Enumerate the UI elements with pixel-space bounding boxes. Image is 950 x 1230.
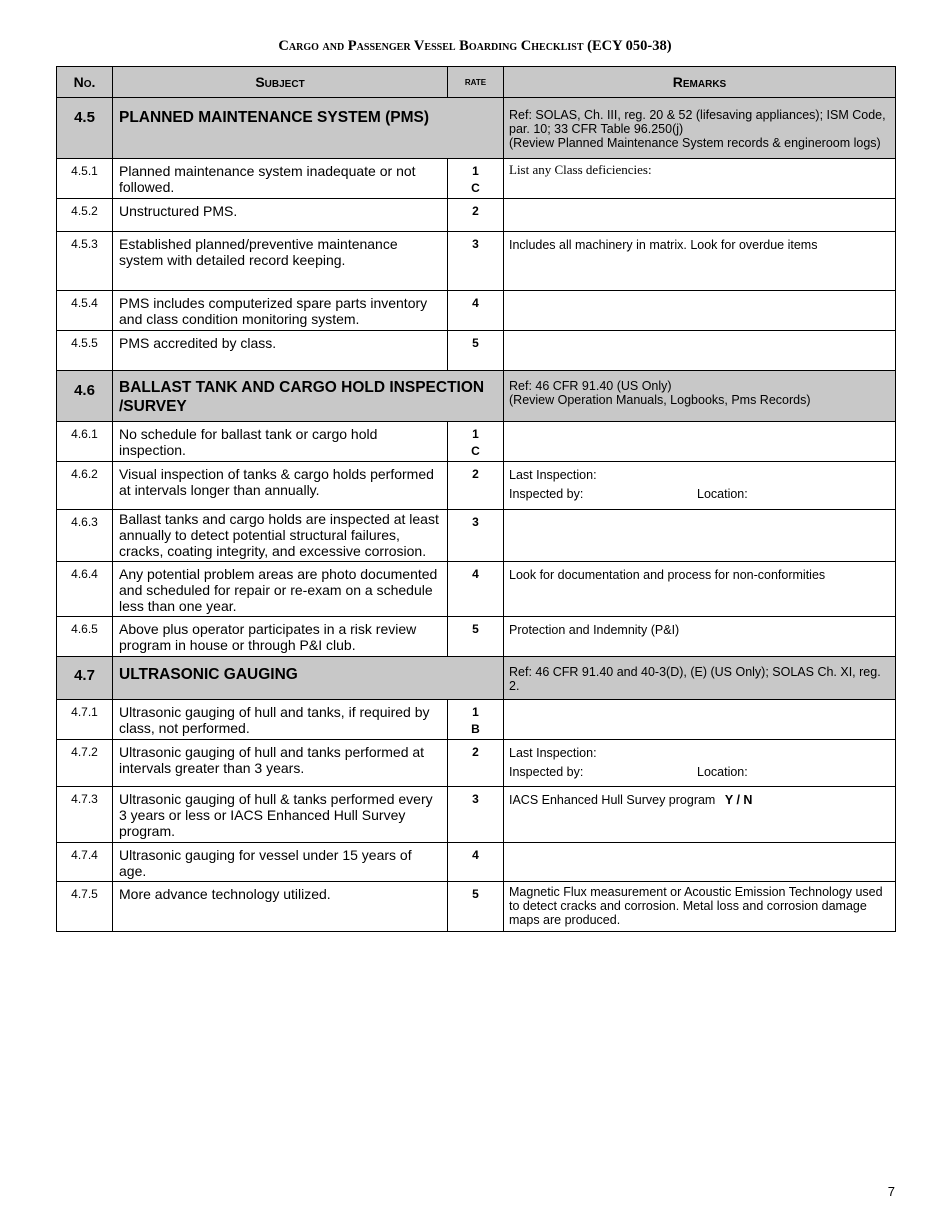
item-rate: 5 <box>448 617 504 657</box>
location-label: Location: <box>697 765 748 779</box>
item-subject: Ultrasonic gauging of hull and tanks, if required by class, not performed. <box>113 700 448 740</box>
item-remark <box>504 740 896 787</box>
item-rate <box>448 159 504 199</box>
item-number: 4.6.5 <box>57 617 113 657</box>
section-number: 4.7 <box>57 657 113 700</box>
page-number: 7 <box>887 1184 895 1199</box>
item-rate: 2 <box>448 462 504 510</box>
table-row <box>57 510 896 562</box>
item-rate: 5 <box>448 882 504 932</box>
item-subject: Planned maintenance system inadequate or not followed. <box>113 159 448 199</box>
item-subject: Ultrasonic gauging for vessel under 15 years of age. <box>113 843 448 882</box>
inspected-by-label: Inspected by: <box>509 765 584 779</box>
item-remark: Look for documentation and process for non-conformities <box>504 562 896 617</box>
yes-no-separator: / <box>732 793 744 807</box>
item-remark: Protection and Indemnity (P&I) <box>504 617 896 657</box>
header-rate: rate <box>448 67 504 98</box>
item-subject: Established planned/preventive maintenance system with detailed record keeping. <box>113 232 448 291</box>
header-remarks: Remarks <box>504 67 896 98</box>
section-reference <box>504 98 896 159</box>
rate-class: C <box>471 181 480 195</box>
no-option[interactable]: N <box>743 793 753 807</box>
item-number: 4.6.3 <box>57 510 113 562</box>
table-header-row <box>57 67 896 98</box>
item-rate: 2 <box>448 199 504 232</box>
item-remark <box>504 422 896 462</box>
item-subject: Unstructured PMS. <box>113 199 448 232</box>
item-remark <box>504 843 896 882</box>
item-rate: 4 <box>448 843 504 882</box>
section-number: 4.6 <box>57 371 113 422</box>
item-rate <box>448 700 504 740</box>
yes-no-choice[interactable] <box>725 793 753 807</box>
item-subject: PMS includes computerized spare parts inventory and class condition monitoring system. <box>113 291 448 331</box>
item-remark: Magnetic Flux measurement or Acoustic Emission Technology used to detect cracks and corrosion. Metal loss and corrosion damage maps are produced. <box>504 882 896 932</box>
item-rate: 3 <box>448 787 504 843</box>
section-reference <box>504 371 896 422</box>
section-row-4-5 <box>57 98 896 159</box>
table-row <box>57 617 896 657</box>
item-subject: Ultrasonic gauging of hull and tanks performed at intervals greater than 3 years. <box>113 740 448 787</box>
item-rate: 5 <box>448 331 504 371</box>
section-ref-line: (Review Planned Maintenance System records & engineroom logs) <box>509 136 881 150</box>
inspected-by-line <box>509 765 889 779</box>
item-number: 4.5.5 <box>57 331 113 371</box>
item-remark <box>504 331 896 371</box>
item-remark <box>504 787 896 843</box>
table-row <box>57 787 896 843</box>
rate-class: C <box>471 444 480 458</box>
item-rate: 3 <box>448 510 504 562</box>
item-number: 4.7.4 <box>57 843 113 882</box>
item-subject: Ballast tanks and cargo holds are inspected at least annually to detect potential structural failures, cracks, coating integrity, and excessive corrosion. <box>113 510 448 562</box>
item-rate: 4 <box>448 562 504 617</box>
item-number: 4.5.1 <box>57 159 113 199</box>
table-row <box>57 700 896 740</box>
table-row <box>57 562 896 617</box>
inspected-by-label: Inspected by: <box>509 487 584 501</box>
item-number: 4.7.1 <box>57 700 113 740</box>
last-inspection-label: Last Inspection: <box>509 746 597 760</box>
section-title: ULTRASONIC GAUGING <box>113 657 504 700</box>
checklist-table <box>56 66 896 932</box>
item-number: 4.5.2 <box>57 199 113 232</box>
table-row <box>57 740 896 787</box>
table-row <box>57 232 896 291</box>
location-label: Location: <box>697 487 748 501</box>
item-rate: 4 <box>448 291 504 331</box>
item-subject: More advance technology utilized. <box>113 882 448 932</box>
section-row-4-6 <box>57 371 896 422</box>
section-ref-line: (Review Operation Manuals, Logbooks, Pms Records) <box>509 393 811 407</box>
section-title: BALLAST TANK AND CARGO HOLD INSPECTION /SURVEY <box>113 371 504 422</box>
iacs-remark: IACS Enhanced Hull Survey program <box>509 793 716 807</box>
rate-class: B <box>471 722 480 736</box>
section-reference: Ref: 46 CFR 91.40 and 40-3(D), (E) (US Only); SOLAS Ch. XI, reg. 2. <box>504 657 896 700</box>
item-subject: No schedule for ballast tank or cargo hold inspection. <box>113 422 448 462</box>
section-row-4-7 <box>57 657 896 700</box>
section-ref-line: Ref: 46 CFR 91.40 (US Only) <box>509 379 672 393</box>
yes-option[interactable]: Y <box>724 793 733 807</box>
table-row <box>57 462 896 510</box>
item-subject: PMS accredited by class. <box>113 331 448 371</box>
inspected-by-line <box>509 487 889 501</box>
item-remark: Includes all machinery in matrix. Look for overdue items <box>504 232 896 291</box>
item-remark <box>504 291 896 331</box>
table-row <box>57 291 896 331</box>
item-rate: 2 <box>448 740 504 787</box>
item-number: 4.6.4 <box>57 562 113 617</box>
rate-value: 1 <box>472 164 479 178</box>
item-number: 4.7.5 <box>57 882 113 932</box>
last-inspection-label: Last Inspection: <box>509 468 597 482</box>
header-subject: Subject <box>113 67 448 98</box>
item-subject: Visual inspection of tanks & cargo holds performed at intervals longer than annually. <box>113 462 448 510</box>
item-subject: Ultrasonic gauging of hull & tanks performed every 3 years or less or IACS Enhanced Hull Survey program. <box>113 787 448 843</box>
section-title: PLANNED MAINTENANCE SYSTEM (PMS) <box>113 98 504 159</box>
item-rate <box>448 422 504 462</box>
item-rate: 3 <box>448 232 504 291</box>
rate-value: 1 <box>472 427 479 441</box>
item-number: 4.5.3 <box>57 232 113 291</box>
item-remark <box>504 462 896 510</box>
table-row <box>57 422 896 462</box>
item-number: 4.6.2 <box>57 462 113 510</box>
item-subject: Any potential problem areas are photo documented and scheduled for repair or re-exam on a schedule less than one year. <box>113 562 448 617</box>
item-number: 4.7.2 <box>57 740 113 787</box>
item-remark <box>504 199 896 232</box>
rate-value: 1 <box>472 705 479 719</box>
table-row <box>57 199 896 232</box>
section-ref-line: Ref: SOLAS, Ch. III, reg. 20 & 52 (lifesaving appliances); ISM Code, par. 10; 33 CFR Table 96.250(j) <box>509 108 886 136</box>
item-subject: Above plus operator participates in a risk review program in house or through P&I club. <box>113 617 448 657</box>
section-number: 4.5 <box>57 98 113 159</box>
table-row <box>57 331 896 371</box>
item-number: 4.5.4 <box>57 291 113 331</box>
page-title: Cargo and Passenger Vessel Boarding Checklist (ECY 050-38) <box>278 38 672 54</box>
item-remark <box>504 510 896 562</box>
header-no: No. <box>57 67 113 98</box>
table-row <box>57 843 896 882</box>
item-remark: List any Class deficiencies: <box>504 159 896 199</box>
item-remark <box>504 700 896 740</box>
item-number: 4.6.1 <box>57 422 113 462</box>
table-row <box>57 159 896 199</box>
table-row <box>57 882 896 932</box>
item-number: 4.7.3 <box>57 787 113 843</box>
